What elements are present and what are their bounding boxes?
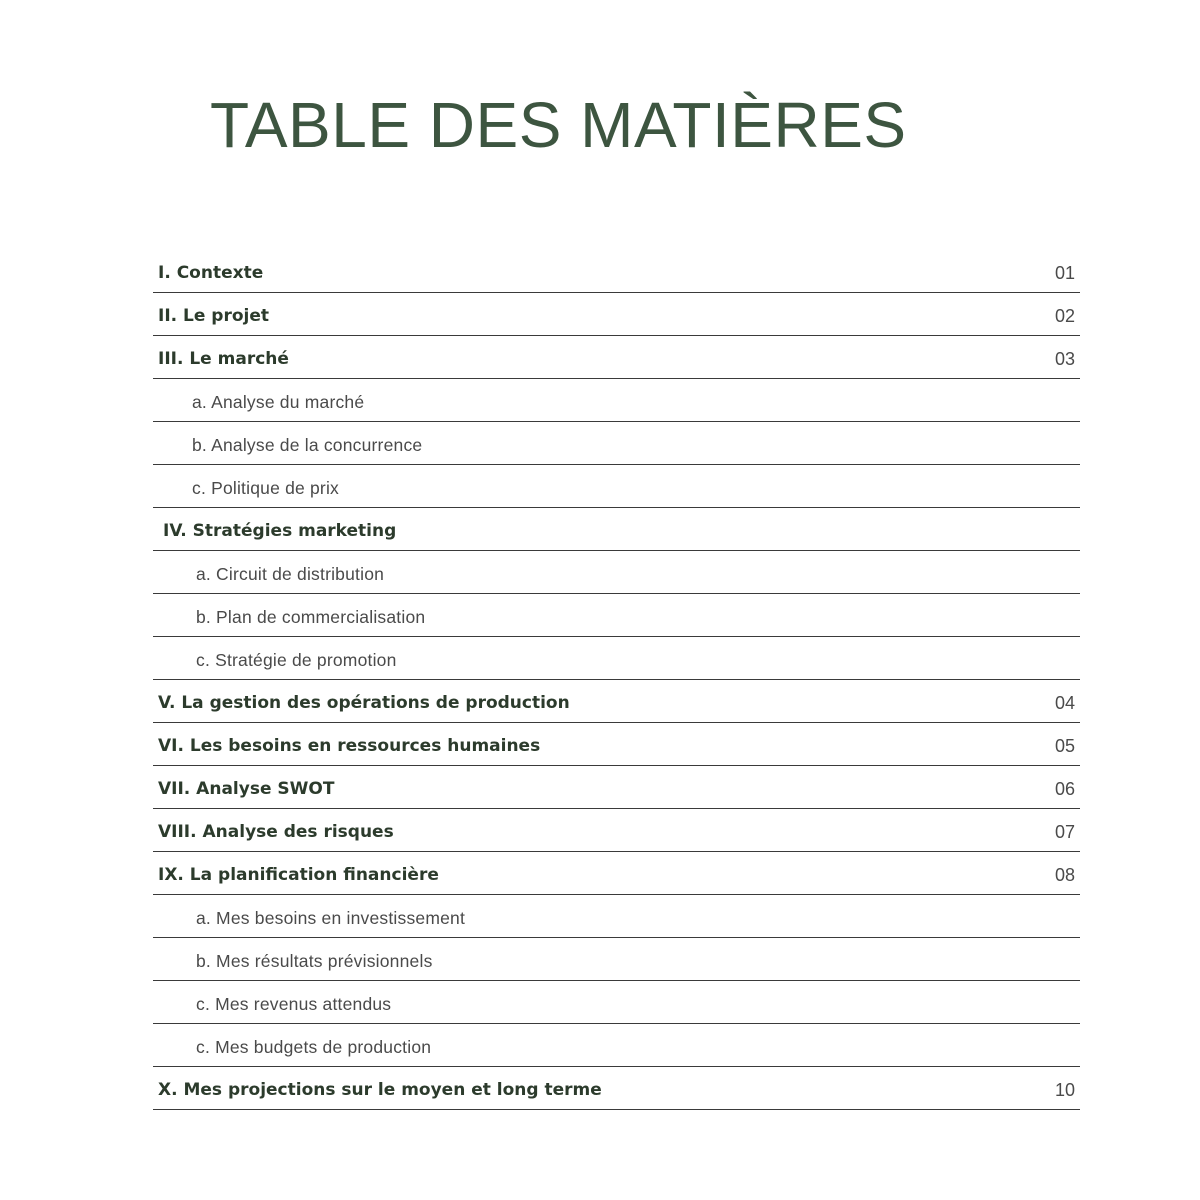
toc-entry [153, 852, 1080, 895]
toc-subentry-label: c. Stratégie de promotion [196, 650, 397, 670]
toc-subentry-label: a. Mes besoins en investissement [196, 908, 466, 928]
toc-subentry-label: b. Mes résultats prévisionnels [196, 951, 433, 971]
toc-entry [153, 336, 1080, 379]
toc-subentry-label: a. Circuit de distribution [196, 564, 385, 584]
toc-entry [153, 250, 1080, 293]
toc-subentry [153, 594, 1080, 637]
toc-subentry [153, 938, 1080, 981]
toc-entry [153, 1067, 1080, 1110]
toc-entry-label: VIII. Analyse des risques [158, 822, 394, 842]
toc-subentry-label: a. Analyse du marché [192, 392, 365, 412]
toc-subentry [153, 981, 1080, 1024]
toc-subentry [153, 1024, 1080, 1067]
toc-subentry [153, 465, 1080, 508]
toc-subentry-label: c. Mes budgets de production [196, 1037, 432, 1057]
toc-subentry-label: c. Mes revenus attendus [196, 994, 392, 1014]
toc-entry [153, 680, 1080, 723]
toc-subentry-label: b. Plan de commercialisation [196, 607, 426, 627]
toc-entry-label: II. Le projet [158, 306, 270, 326]
toc-entry-label: IX. La planification financière [158, 865, 439, 885]
toc-subentry [153, 422, 1080, 465]
toc-page-number: 01 [1054, 263, 1075, 283]
toc-subentry [153, 379, 1080, 422]
table-of-contents [153, 250, 1080, 1110]
toc-entry-label: VI. Les besoins en ressources humaines [158, 736, 541, 756]
toc-entry-label: X. Mes projections sur le moyen et long terme [158, 1080, 602, 1100]
toc-page-number: 07 [1054, 822, 1075, 842]
toc-subentry [153, 895, 1080, 938]
toc-page-number: 06 [1054, 779, 1075, 799]
toc-entry-label: I. Contexte [158, 263, 264, 283]
toc-page-number: 05 [1054, 736, 1075, 756]
toc-subentry-label: b. Analyse de la concurrence [192, 435, 423, 455]
toc-subentry [153, 551, 1080, 594]
toc-entry [153, 809, 1080, 852]
toc-page-number: 03 [1054, 349, 1075, 369]
toc-page-number: 04 [1054, 693, 1075, 713]
toc-entry [153, 293, 1080, 336]
toc-entry-label: IV. Stratégies marketing [163, 521, 397, 541]
toc-page-number: 02 [1054, 306, 1075, 326]
toc-subentry [153, 637, 1080, 680]
toc-entry-label: V. La gestion des opérations de production [158, 693, 570, 713]
toc-page-number: 10 [1054, 1080, 1075, 1100]
page-title: TABLE DES MATIÈRES [210, 89, 907, 161]
toc-subentry-label: c. Politique de prix [192, 478, 339, 498]
toc-entry-label: VII. Analyse SWOT [158, 779, 335, 799]
toc-entry-label: III. Le marché [158, 349, 289, 369]
toc-entry [153, 723, 1080, 766]
toc-page-number: 08 [1054, 865, 1075, 885]
toc-entry [153, 766, 1080, 809]
toc-entry [153, 508, 1080, 551]
